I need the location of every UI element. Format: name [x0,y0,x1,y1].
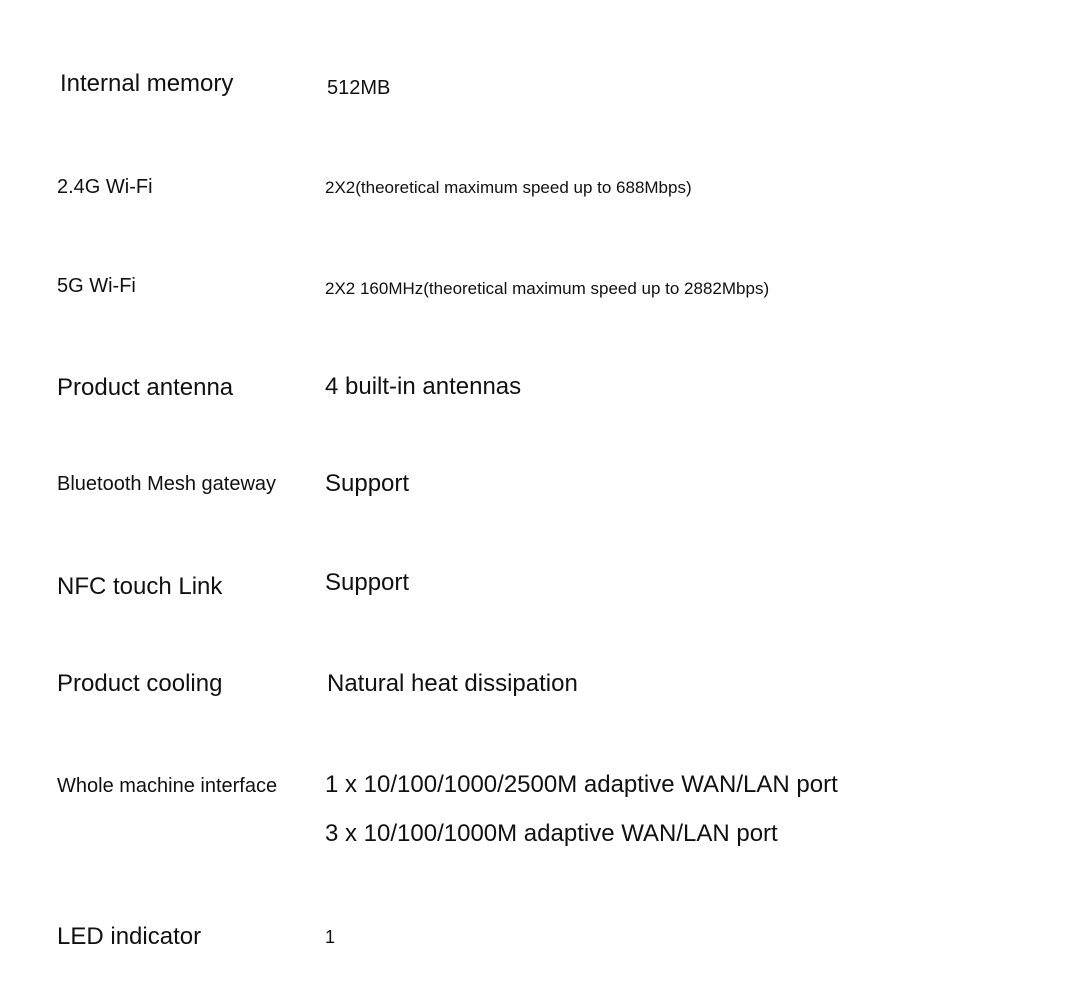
spec-value: 2X2 160MHz(theoretical maximum speed up to 2882Mbps) [325,279,770,298]
spec-value: 3 x 10/100/1000M adaptive WAN/LAN port [325,820,778,847]
spec-value: 1 x 10/100/1000/2500M adaptive WAN/LAN port [325,771,838,798]
spec-label: NFC touch Link [57,573,223,600]
spec-value: 512MB [327,77,391,99]
spec-value: Support [325,569,410,596]
spec-label: Bluetooth Mesh gateway [57,473,277,495]
spec-value: 1 [325,927,336,947]
spec-label: 5G Wi-Fi [57,275,136,297]
spec-label: Internal memory [60,70,234,97]
spec-label: Whole machine interface [57,775,278,797]
spec-label: 2.4G Wi-Fi [57,176,153,198]
spec-value: Natural heat dissipation [327,670,578,697]
spec-label: Product cooling [57,670,223,697]
spec-label: Product antenna [57,374,234,401]
spec-value: 4 built-in antennas [325,373,522,400]
spec-label: LED indicator [57,923,202,950]
spec-value: 2X2(theoretical maximum speed up to 688Mbps) [325,178,692,197]
spec-value: Support [325,470,410,497]
